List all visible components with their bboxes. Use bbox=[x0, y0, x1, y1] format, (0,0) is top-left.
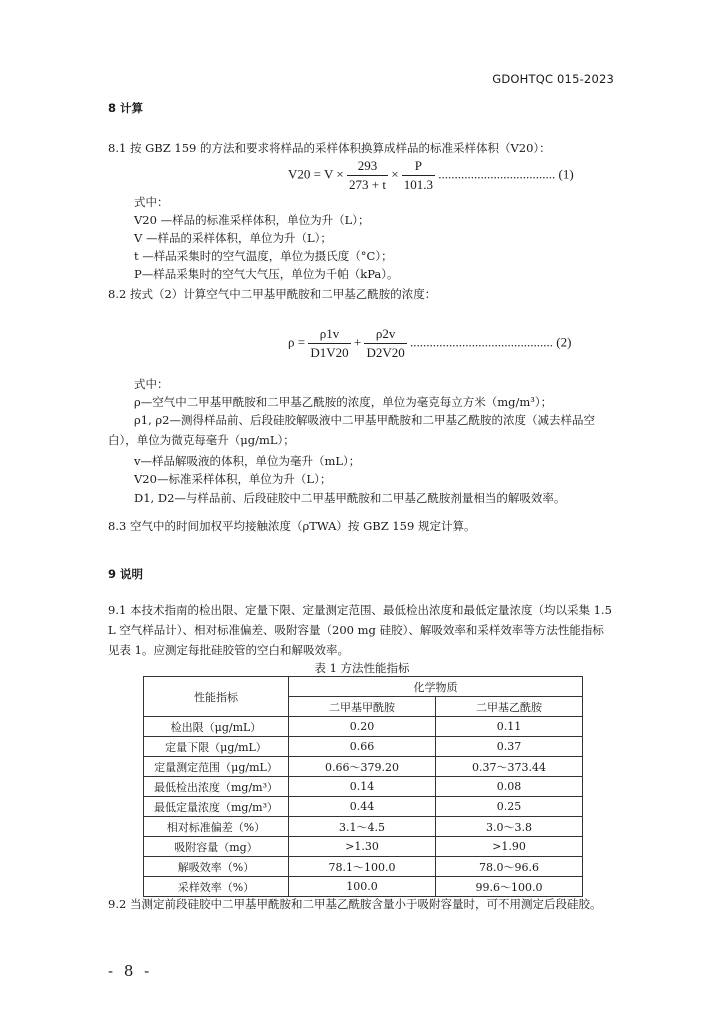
row-dmac-value: 0.08 bbox=[436, 777, 583, 797]
row-dmac-value: 99.6～100.0 bbox=[436, 877, 583, 897]
row-metric: 采样效率（%） bbox=[144, 877, 289, 897]
row-dmf-value: 0.44 bbox=[289, 797, 436, 817]
eq1-lhs: V20 = V × bbox=[288, 166, 344, 182]
row-dmf-value: 100.0 bbox=[289, 877, 436, 897]
table-row bbox=[144, 757, 583, 777]
table-row bbox=[144, 797, 583, 817]
table-caption: 表 1 方法性能指标 bbox=[314, 661, 410, 675]
row-dmf-value: 0.66 bbox=[289, 737, 436, 757]
row-dmf-value: 0.14 bbox=[289, 777, 436, 797]
eq2-lhs: ρ = bbox=[288, 334, 306, 350]
eq1-f2-numerator: P bbox=[402, 158, 435, 176]
paragraph-8-3: 8.3 空气中的时间加权平均接触浓度（ρTWA）按 GBZ 159 规定计算。 bbox=[108, 519, 476, 533]
row-dmac-value: 3.0～3.8 bbox=[436, 817, 583, 837]
header-chemical-group: 化学物质 bbox=[289, 677, 583, 697]
paragraph-9-1: 9.1 本技术指南的检出限、定量下限、定量测定范围、最低检出浓度和最低定量浓度（均以采集 1.5 L 空气样品计）、相对标准偏差、吸附容量（200 mg 硅胶）、解吸效率和采样效率等方法性能指标见表 1。应测定每批硅胶管的空白和解吸效率。 bbox=[108, 603, 612, 657]
eq1-fraction-1 bbox=[347, 158, 388, 193]
section-8-heading: 8 计算 bbox=[108, 101, 144, 115]
table-row bbox=[144, 737, 583, 757]
row-metric: 定量测定范围（μg/mL） bbox=[144, 757, 289, 777]
document-code: GDOHTQC 015-2023 bbox=[492, 72, 614, 86]
var-P: P—样品采集时的空气大气压，单位为千帕（kPa）。 bbox=[134, 267, 399, 281]
eq2-f2-denominator: D2V20 bbox=[366, 345, 405, 360]
eq1-f1-numerator: 293 bbox=[347, 158, 388, 176]
eq1-times: × bbox=[391, 166, 399, 182]
row-dmac-value: 78.0～96.6 bbox=[436, 857, 583, 877]
paragraph-8-2: 8.2 按式（2）计算空气中二甲基甲酰胺和二甲基乙酰胺的浓度： bbox=[108, 287, 437, 301]
eq2-fraction-2 bbox=[364, 326, 406, 361]
var-V20-std: V20—标准采样体积，单位为升（L）； bbox=[134, 472, 332, 486]
var-rho: ρ—空气中二甲基甲酰胺和二甲基乙酰胺的浓度，单位为毫克每立方米（mg/m³）； bbox=[134, 395, 553, 409]
header-dmf: 二甲基甲酰胺 bbox=[289, 697, 436, 717]
row-metric: 定量下限（μg/mL） bbox=[144, 737, 289, 757]
row-metric: 最低检出浓度（mg/m³） bbox=[144, 777, 289, 797]
row-dmf-value: >1.30 bbox=[289, 837, 436, 857]
row-dmf-value: 78.1～100.0 bbox=[289, 857, 436, 877]
table-row bbox=[144, 717, 583, 737]
row-dmac-value: 0.25 bbox=[436, 797, 583, 817]
table-row bbox=[144, 857, 583, 877]
header-metric: 性能指标 bbox=[144, 677, 289, 717]
eq2-f2-numerator: ρ2v bbox=[364, 326, 406, 344]
table-row bbox=[144, 777, 583, 797]
row-dmac-value: 0.37 bbox=[436, 737, 583, 757]
paragraph-9-2: 9.2 当测定前段硅胶中二甲基甲酰胺和二甲基乙酰胺含量小于吸附容量时，可不用测定后段硅胶。 bbox=[108, 897, 602, 911]
row-dmf-value: 0.20 bbox=[289, 717, 436, 737]
eq1-f2-denominator: 101.3 bbox=[403, 177, 434, 192]
header-dmac: 二甲基乙酰胺 bbox=[436, 697, 583, 717]
performance-table bbox=[143, 676, 583, 897]
eq2-dot-leader: ............................................ bbox=[409, 334, 553, 350]
var-t: t —样品采集时的空气温度，单位为摄氏度（°C）； bbox=[134, 249, 393, 263]
row-metric: 吸附容量（mg） bbox=[144, 837, 289, 857]
eq1-dot-leader: .................................... bbox=[438, 166, 556, 182]
table-row bbox=[144, 817, 583, 837]
row-metric: 相对标准偏差（%） bbox=[144, 817, 289, 837]
eq2-f1-denominator: D1V20 bbox=[310, 345, 349, 360]
row-metric: 检出限（μg/mL） bbox=[144, 717, 289, 737]
eq1-fraction-2 bbox=[402, 158, 435, 193]
page-number: - 8 - bbox=[108, 962, 153, 980]
eq1-f1-denominator: 273 + t bbox=[348, 177, 386, 192]
eq1-number: (1) bbox=[558, 166, 574, 182]
eq2-fraction-1 bbox=[308, 326, 350, 361]
table-row bbox=[144, 837, 583, 857]
where-label-1: 式中： bbox=[134, 195, 169, 209]
var-V: V —样品的采样体积，单位为升（L）； bbox=[134, 231, 332, 245]
paragraph-8-1: 8.1 按 GBZ 159 的方法和要求将样品的采样体积换算成样品的标准采样体积（V20）： bbox=[108, 141, 551, 155]
var-rho1-rho2: ρ1, ρ2—测得样品前、后段硅胶解吸液中二甲基甲酰胺和二甲基乙酰胺的浓度（减去样品空白），单位为微克每毫升（μg/mL）； bbox=[108, 413, 595, 447]
var-v: v—样品解吸液的体积，单位为毫升（mL）； bbox=[134, 454, 361, 468]
equation-2 bbox=[288, 326, 571, 361]
eq2-number: (2) bbox=[556, 334, 572, 350]
row-metric: 最低定量浓度（mg/m³） bbox=[144, 797, 289, 817]
eq2-f1-numerator: ρ1v bbox=[308, 326, 350, 344]
var-D1-D2: D1, D2—与样品前、后段硅胶中二甲基甲酰胺和二甲基乙酰胺剂量相当的解吸效率。 bbox=[134, 491, 566, 505]
row-dmf-value: 0.66～379.20 bbox=[289, 757, 436, 777]
eq2-plus: + bbox=[353, 334, 362, 350]
row-metric: 解吸效率（%） bbox=[144, 857, 289, 877]
row-dmf-value: 3.1～4.5 bbox=[289, 817, 436, 837]
where-label-2: 式中： bbox=[134, 377, 169, 391]
row-dmac-value: >1.90 bbox=[436, 837, 583, 857]
row-dmac-value: 0.37～373.44 bbox=[436, 757, 583, 777]
row-dmac-value: 0.11 bbox=[436, 717, 583, 737]
equation-1 bbox=[288, 158, 574, 193]
section-9-heading: 9 说明 bbox=[108, 567, 144, 581]
var-V20: V20 —样品的标准采样体积，单位为升（L）； bbox=[134, 213, 370, 227]
